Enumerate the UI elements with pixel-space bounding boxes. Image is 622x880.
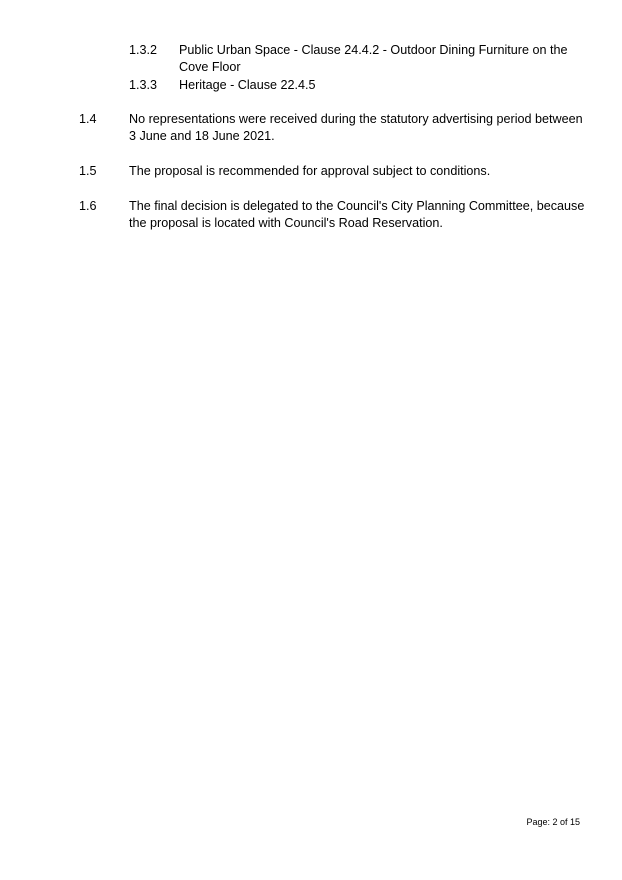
section-number: 1.6	[79, 199, 97, 213]
clause-number: 1.3.3	[129, 78, 158, 92]
section-text-line: the proposal is located with Council's Road Reservation.	[129, 216, 443, 230]
section-text-line: 3 June and 18 June 2021.	[129, 129, 275, 143]
page-number: Page: 2 of 15	[526, 817, 580, 827]
clause-text-line: Heritage - Clause 22.4.5	[179, 78, 316, 92]
clause-number: 1.3.2	[129, 43, 158, 57]
section-text-line: No representations were received during the statutory advertising period between	[129, 112, 583, 126]
section-text-line: The final decision is delegated to the Council's City Planning Committee, because	[129, 199, 585, 213]
section-number: 1.5	[79, 164, 97, 178]
section-number: 1.4	[79, 112, 97, 126]
clause-text-line: Cove Floor	[179, 60, 241, 74]
section-text-line: The proposal is recommended for approval subject to conditions.	[129, 164, 491, 178]
clause-text-line: Public Urban Space - Clause 24.4.2 - Outdoor Dining Furniture on the	[179, 43, 568, 57]
